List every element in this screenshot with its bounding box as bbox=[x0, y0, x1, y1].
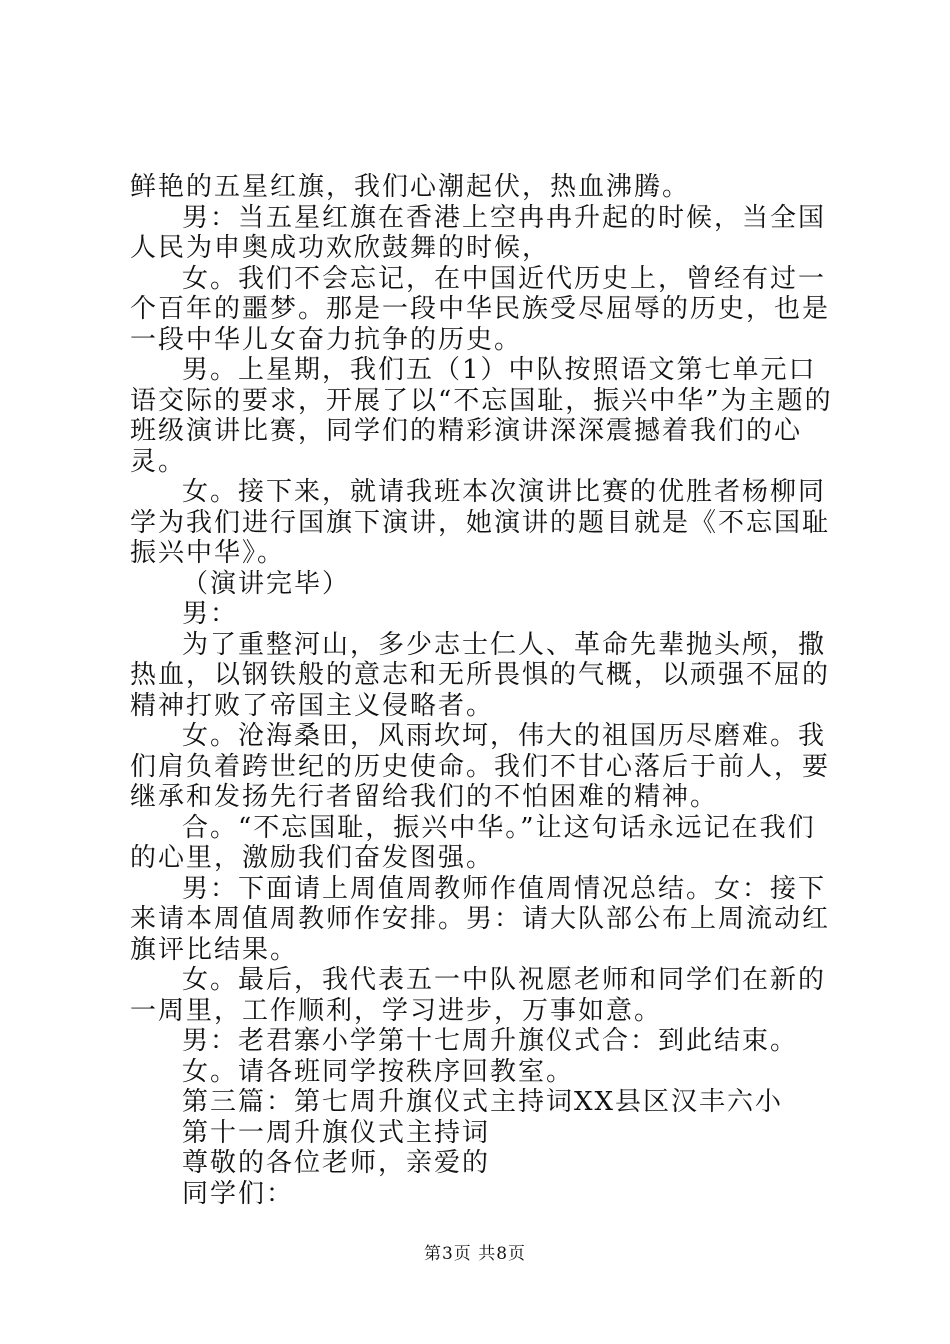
paragraph: 男：下面请上周值周教师作值周情况总结。女：接下来请本周值周教师作安排。男：请大队部公布上周流动红旗评比结果。 bbox=[130, 873, 831, 965]
paragraph: 第三篇：第七周升旗仪式主持词XX县区汉丰六小 bbox=[182, 1087, 784, 1117]
paragraph: 女。我们不会忘记，在中国近代历史上，曾经有过一个百年的噩梦。那是一段中华民族受尽屈辱的历史，也是一段中华儿女奋力抗争的历史。 bbox=[130, 263, 831, 355]
paragraph: 为了重整河山，多少志士仁人、革命先辈抛头颅，撒热血，以钢铁般的意志和无所畏惧的气概，以顽强不屈的精神打败了帝国主义侵略者。 bbox=[130, 629, 831, 721]
paragraph: （演讲完毕） bbox=[182, 568, 351, 599]
paragraph: 尊敬的各位老师，亲爱的 bbox=[182, 1148, 491, 1178]
paragraph: 女。沧海桑田，风雨坎坷，伟大的祖国历尽磨难。我们肩负着跨世纪的历史使命。我们不甘心落后于前人，要继承和发扬先行者留给我们的不怕困难的精神。 bbox=[130, 721, 831, 812]
page-footer: 第3页 共8页 bbox=[423, 1244, 527, 1264]
paragraph: 女。接下来，就请我班本次演讲比赛的优胜者杨柳同学为我们进行国旗下演讲，她演讲的题目就是《不忘国耻振兴中华》。 bbox=[130, 477, 831, 568]
paragraph: 男： bbox=[182, 599, 239, 629]
document-body bbox=[130, 172, 836, 1209]
paragraph: 第十一周升旗仪式主持词 bbox=[182, 1117, 491, 1148]
paragraph: 男。上星期，我们五（1）中队按照语文第七单元口语交际的要求，开展了以“不忘国耻，振兴中华”为主题的班级演讲比赛，同学们的精彩演讲深深震撼着我们的心灵。 bbox=[130, 355, 833, 477]
paragraph: 鲜艳的五星红旗，我们心潮起伏，热血沸腾。 bbox=[130, 172, 691, 202]
paragraph: 女。请各班同学按秩序回教室。 bbox=[182, 1056, 575, 1087]
paragraph: 女。最后，我代表五一中队祝愿老师和同学们在新的一周里，工作顺利，学习进步，万事如意。 bbox=[130, 965, 827, 1026]
paragraph: 同学们： bbox=[182, 1178, 295, 1209]
paragraph: 合。“不忘国耻，振兴中华。”让这句话永远记在我们的心里，激励我们奋发图强。 bbox=[130, 812, 816, 873]
paragraph: 男：当五星红旗在香港上空冉冉升起的时候，当全国人民为申奥成功欢欣鼓舞的时候， bbox=[130, 202, 827, 263]
paragraph: 男：老君寨小学第十七周升旗仪式合：到此结束。 bbox=[182, 1026, 799, 1056]
